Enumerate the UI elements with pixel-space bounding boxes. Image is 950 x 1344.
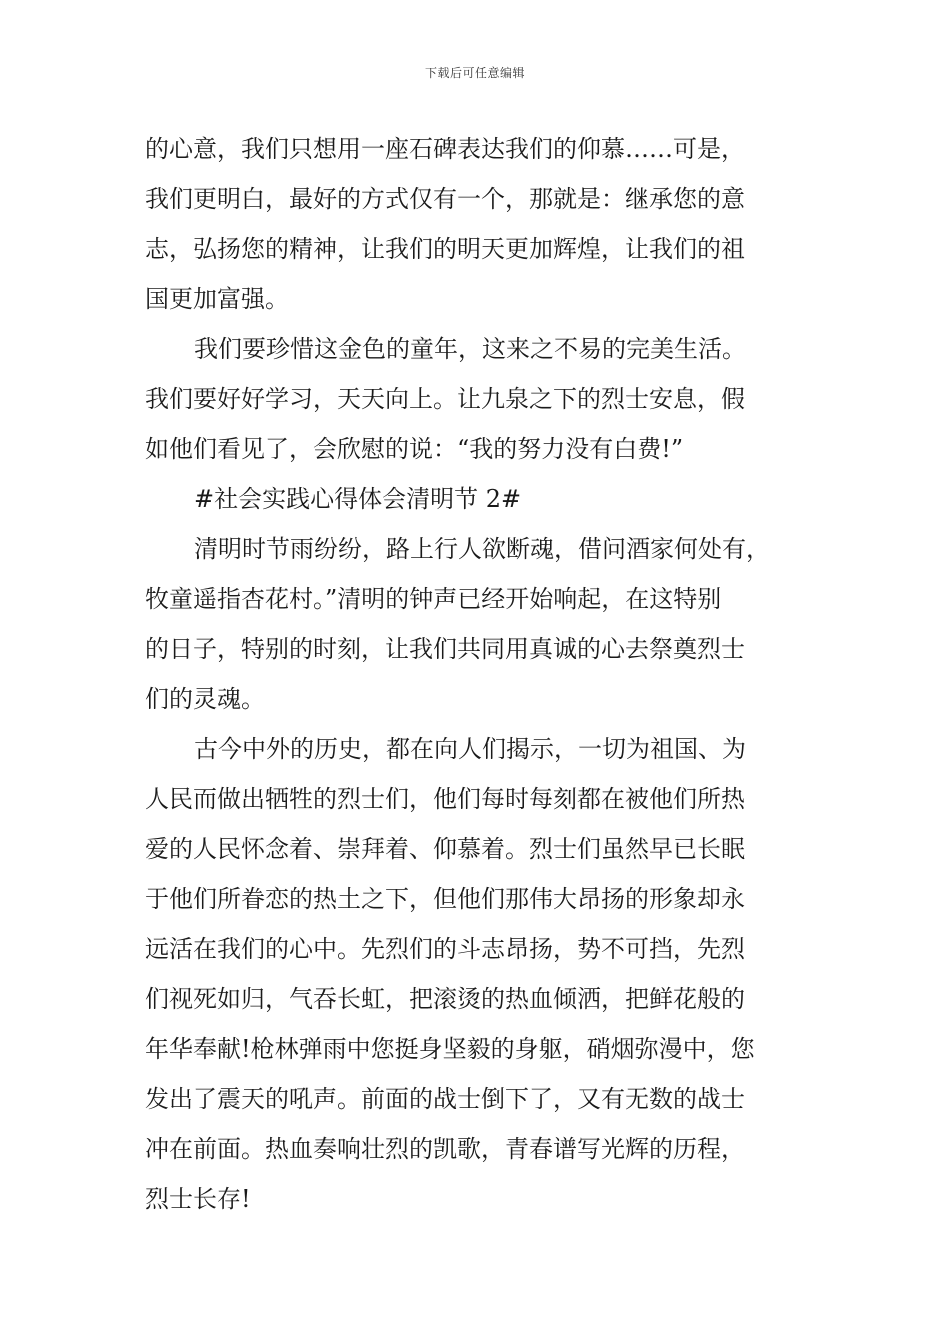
paragraph-start-line: 古今中外的历史，都在向人们揭示，一切为祖国、为 [194,735,746,763]
document-body [145,124,810,1224]
text-line: 国更加富强。 [145,285,289,313]
text-line: 牧童遥指杏花村。”清明的钟声已经开始响起，在这特别 [145,585,722,613]
text-line: 发出了震天的吼声。前面的战士倒下了，又有无数的战士 [145,1085,745,1113]
text-line: 如他们看见了，会欣慰的说：“我的努力没有白费!” [145,435,684,463]
text-line: 于他们所眷恋的热土之下，但他们那伟大昂扬的形象却永 [145,885,745,913]
paragraph-start-line: 清明时节雨纷纷，路上行人欲断魂，借问酒家何处有， [194,535,770,563]
text-line: 志，弘扬您的精神，让我们的明天更加辉煌，让我们的祖 [145,235,745,263]
text-line: 们视死如归，气吞长虹，把滚烫的热血倾洒，把鲜花般的 [145,985,745,1013]
text-line: 年华奉献!枪林弹雨中您挺身坚毅的身躯，硝烟弥漫中，您 [145,1035,755,1063]
text-line: 们的灵魂。 [145,685,265,713]
text-line: 的日子，特别的时刻，让我们共同用真诚的心去祭奠烈士 [145,635,745,663]
text-line: 爱的人民怀念着、崇拜着、仰慕着。烈士们虽然早已长眠 [145,835,745,863]
text-line: 我们要好好学习，天天向上。让九泉之下的烈士安息，假 [145,385,745,413]
text-line: 我们更明白，最好的方式仅有一个，那就是：继承您的意 [145,185,745,213]
text-line: 远活在我们的心中。先烈们的斗志昂扬，势不可挡，先烈 [145,935,745,963]
page-header: 下载后可任意编辑 [424,66,525,80]
text-line: 烈士长存! [145,1185,251,1213]
section-heading: #社会实践心得体会清明节 2# [194,485,522,513]
text-line: 冲在前面。热血奏响壮烈的凯歌，青春谱写光辉的历程， [145,1135,745,1163]
text-line: 人民而做出牺牲的烈士们，他们每时每刻都在被他们所热 [145,785,745,813]
paragraph-start-line: 我们要珍惜这金色的童年，这来之不易的完美生活。 [194,335,746,363]
text-line: 的心意，我们只想用一座石碑表达我们的仰慕……可是， [145,135,745,163]
